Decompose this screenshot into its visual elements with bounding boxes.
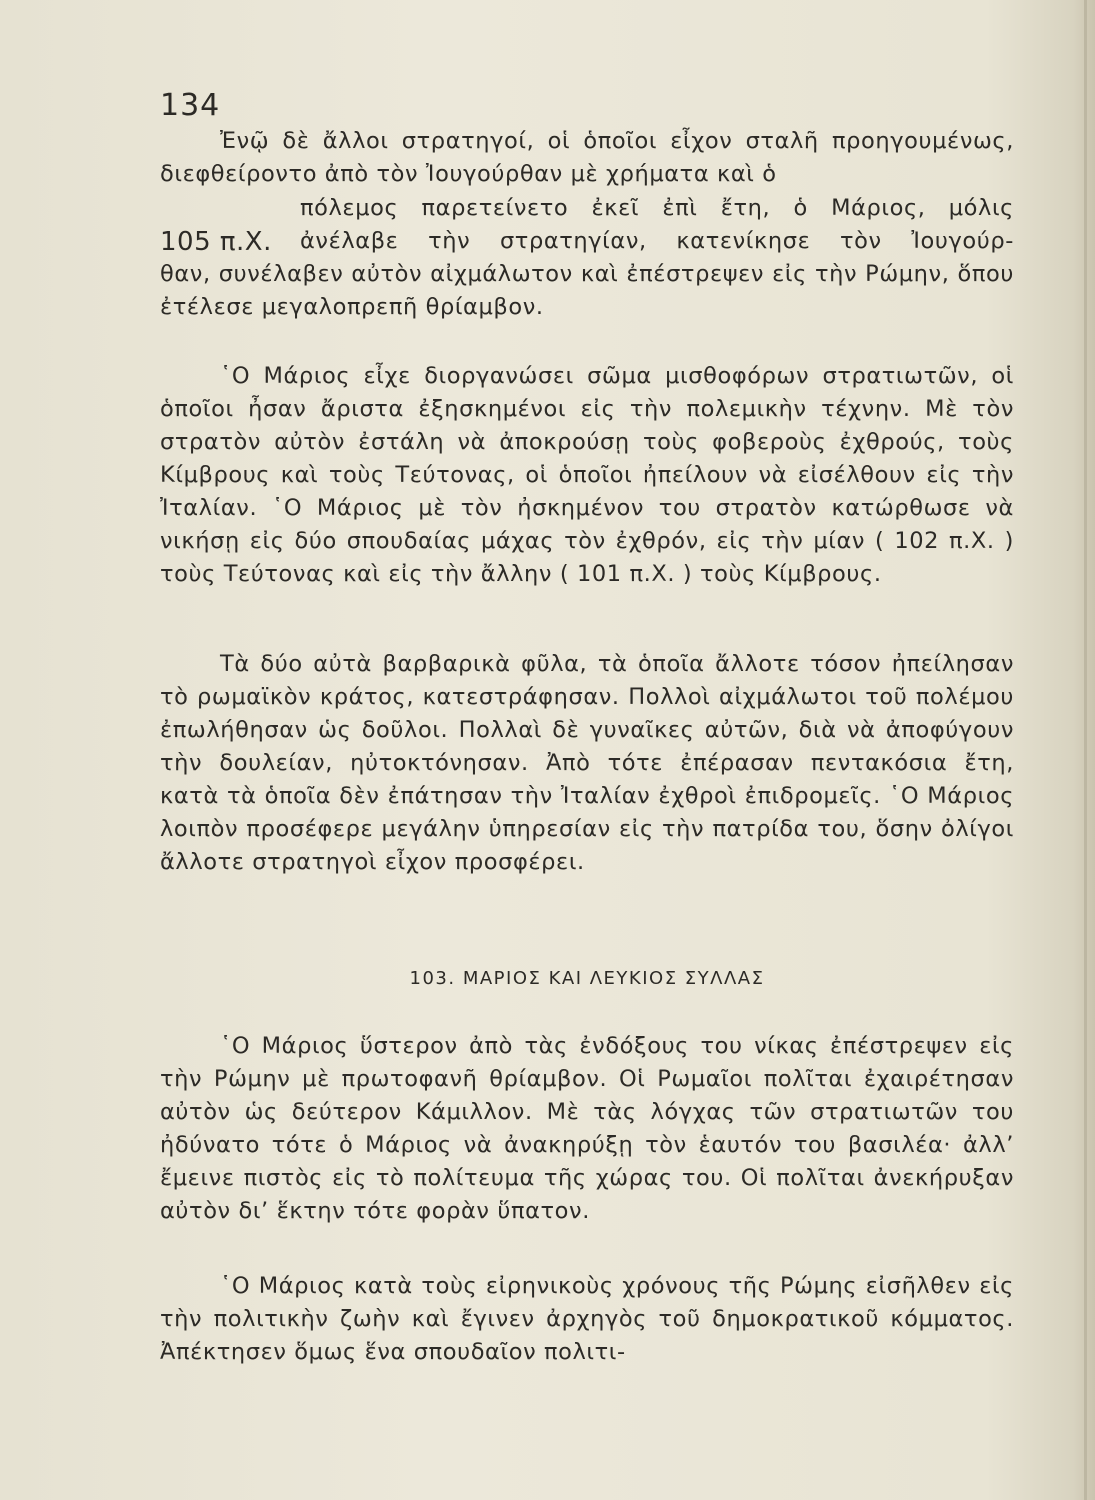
paragraph-2: ῾Ο Μάριος εἶχε διοργανώσει σῶμα μισθοφόρων στρατιωτῶν, οἱ ὁποῖοι ἦσαν ἄριστα ἐξησκημένοι εἰς τὴν πολεμικὴν τέχνην. Μὲ τὸν στρατὸν αὐτὸν ἐστάλη νὰ ἀποκρούσῃ τοὺς φοβεροὺς ἐχθρούς, τοὺς Κίμβρους καὶ τοὺς Τεύτονας, οἱ ὁποῖοι ἠπείλουν νὰ εἰσέλθουν εἰς τὴν Ἰταλίαν. ῾Ο Μάριος μὲ τὸν ἠσκημένον του στρατὸν κατώρθωσε νὰ νικήσῃ εἰς δύο σπουδαίας μάχας τὸν ἐχθρόν, εἰς τὴν μίαν ( 102 π.Χ. ) τοὺς Τεύτονας καὶ εἰς τὴν ἄλλην ( 101 π.Χ. ) τοὺς Κίμβρους. [160, 363, 1014, 587]
section-heading: 103. ΜΑΡΙΟΣ ΚΑΙ ΛΕΥΚΙΟΣ ΣΥΛΛΑΣ [409, 968, 765, 989]
paragraph-4: ῾Ο Μάριος ὕστερον ἀπὸ τὰς ἐνδόξους του νίκας ἐπέστρεψεν εἰς τὴν Ρώμην μὲ πρωτοφανῆ θρίαμβον. Οἱ Ρωμαῖοι πολῖται ἐχαιρέτησαν αὐτὸν ὡς δεύτερον Κάμιλλον. Μὲ τὰς λόγχας τῶν στρατιωτῶν του ἠδύνατο τότε ὁ Μάριος νὰ ἀνακηρύξῃ τὸν ἑαυτόν του βασιλέα· ἀλλ’ ἔμεινε πιστὸς εἰς τὸ πολίτευμα τῆς χώρας του. Οἱ πολῖται ἀνεκήρυξαν αὐτὸν δι’ ἕκτην τότε φορὰν ὕπατον. [160, 1033, 1014, 1224]
paragraph-3: Τὰ δύο αὐτὰ βαρβαρικὰ φῦλα, τὰ ὁποῖα ἄλλοτε τόσον ἠπείλησαν τὸ ρωμαϊκὸν κράτος, κατεστράφησαν. Πολλοὶ αἰχμάλωτοι τοῦ πολέμου ἐπωλήθησαν ὡς δοῦλοι. Πολλαὶ δὲ γυναῖκες αὐτῶν, διὰ νὰ ἀποφύγουν τὴν δουλείαν, ηὐτοκτόνησαν. Ἀπὸ τότε ἐπέρασαν πεντακόσια ἔτη, κατὰ τὰ ὁποῖα δὲν ἐπάτησαν τὴν Ἰταλίαν ἐχθροὶ ἐπιδρομεῖς. ῾Ο Μάριος λοιπὸν προσέφερε μεγάλην ὑπηρεσίαν εἰς τὴν πατρίδα του, ὅσην ὀλίγοι ἄλλοτε στρατηγοὶ εἶχον προσφέρει. [160, 651, 1014, 875]
paragraph-1-side-line-1: πόλεμος παρετείνετο ἐκεῖ ἐπὶ ἔτη, ὁ Μάριος, μόλις [300, 195, 1014, 221]
page-number: 134 [160, 88, 221, 123]
paragraph-1-intro: Ἐνῷ δὲ ἄλλοι στρατηγοί, οἱ ὁποῖοι εἶχον σταλῆ προηγουμένως, διεφθείροντο ἀπὸ τὸν Ἰουγούρθαν μὲ χρήματα καὶ ὁ [160, 128, 1014, 187]
paragraph-5: ῾Ο Μάριος κατὰ τοὺς εἰρηνικοὺς χρόνους τῆς Ρώμης εἰσῆλθεν εἰς τὴν πολιτικὴν ζωὴν καὶ ἔγινεν ἀρχηγὸς τοῦ δημοκρατικοῦ κόμματος. Ἀπέκτησεν ὅμως ἕνα σπουδαῖον πολιτι- [160, 1273, 1014, 1365]
page-edge [1084, 0, 1087, 1500]
margin-date-note: 105 π.Χ. [160, 227, 272, 257]
paragraph-1-continued: θαν, συνέλαβεν αὐτὸν αἰχμάλωτον καὶ ἐπέστρεψεν εἰς τὴν Ρώμην, ὅπου ἐτέλεσε μεγαλοπρεπῆ θρίαμβον. [160, 261, 1014, 320]
paragraph-1-side-line-2: ἀνέλαβε τὴν στρατηγίαν, κατενίκησε τὸν Ἰουγούρ- [300, 228, 1014, 254]
